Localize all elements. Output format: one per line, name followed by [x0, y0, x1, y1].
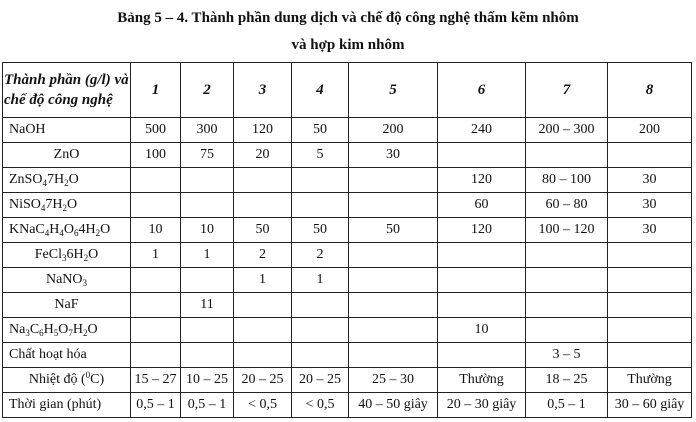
formula-part: 4H — [78, 222, 96, 237]
formula-part: 6H — [66, 247, 84, 262]
row-label: ZnO — [3, 143, 131, 168]
table-row — [3, 268, 692, 293]
formula-part: 7H — [46, 172, 65, 187]
subscript: 7 — [68, 328, 73, 338]
table-cell — [131, 168, 181, 193]
table-cell — [526, 318, 608, 343]
table-row — [3, 143, 692, 168]
table-cell: 50 — [349, 218, 438, 243]
table-cell: 2 — [292, 243, 349, 268]
subscript: 5 — [53, 328, 59, 338]
table-cell — [438, 268, 526, 293]
table-cell — [438, 293, 526, 318]
table-cell: 10 — [438, 318, 526, 343]
formula-part: KNaC — [9, 222, 45, 237]
table-cell: 25 – 30 — [349, 368, 438, 393]
table-cell — [349, 293, 438, 318]
table-cell: 1 — [292, 268, 349, 293]
table-cell: 5 — [292, 143, 349, 168]
row-label: NaOH — [3, 118, 131, 143]
table-cell: 200 – 300 — [526, 118, 608, 143]
table-cell — [608, 293, 692, 318]
table-cell: 500 — [131, 118, 181, 143]
formula-part: H — [43, 322, 54, 337]
table-cell — [438, 143, 526, 168]
column-header: 3 — [234, 63, 292, 118]
subscript: 2 — [64, 178, 69, 188]
column-header: 4 — [292, 63, 349, 118]
superscript: 0 — [85, 370, 91, 380]
table-cell: 120 — [438, 168, 526, 193]
table-cell: 30 — [608, 193, 692, 218]
column-header: 6 — [438, 63, 526, 118]
table-cell: 60 — [438, 193, 526, 218]
subscript: 3 — [82, 278, 88, 288]
table-cell: 30 – 60 giây — [608, 393, 692, 418]
composition-table — [2, 62, 692, 418]
table-cell: 10 — [181, 218, 234, 243]
table-row — [3, 293, 692, 318]
column-header: 8 — [608, 63, 692, 118]
table-cell — [292, 193, 349, 218]
subscript: 2 — [62, 203, 68, 213]
table-cell — [292, 293, 349, 318]
table-cell — [181, 193, 234, 218]
row-label — [3, 168, 131, 193]
formula-part: O — [67, 197, 78, 212]
table-cell — [131, 293, 181, 318]
table-caption: Bảng 5 – 4. Thành phần dung dịch và chế độ công nghệ thấm kẽm nhôm — [117, 10, 579, 26]
table-cell — [131, 318, 181, 343]
subscript: 3 — [61, 253, 67, 263]
table-cell: 20 – 25 — [234, 368, 292, 393]
table-cell — [131, 343, 181, 368]
table-cell — [131, 193, 181, 218]
table-cell: 200 — [608, 118, 692, 143]
table-cell: 30 — [349, 143, 438, 168]
table-cell: 30 — [608, 168, 692, 193]
table-cell: Thường — [438, 368, 526, 393]
formula-part: 7H — [45, 197, 63, 212]
table-cell — [181, 343, 234, 368]
table-cell: 50 — [292, 118, 349, 143]
table-cell: < 0,5 — [292, 393, 349, 418]
table-cell: 30 — [608, 218, 692, 243]
table-cell — [292, 168, 349, 193]
table-cell — [349, 343, 438, 368]
table-row — [3, 168, 692, 193]
table-cell — [234, 168, 292, 193]
table-cell — [292, 318, 349, 343]
formula-part: O — [100, 222, 111, 237]
table-cell — [234, 193, 292, 218]
subscript: 4 — [40, 203, 46, 213]
table-cell: 60 – 80 — [526, 193, 608, 218]
table-cell: 1 — [234, 268, 292, 293]
subscript: 4 — [42, 178, 47, 188]
table-cell — [608, 268, 692, 293]
table-cell: 120 — [438, 218, 526, 243]
formula-part: C — [29, 322, 40, 337]
table-cell — [526, 143, 608, 168]
row-label — [3, 318, 131, 343]
table-cell: 0,5 – 1 — [181, 393, 234, 418]
subscript: 6 — [39, 328, 44, 338]
formula-part: ZnSO — [9, 172, 43, 187]
table-cell — [292, 343, 349, 368]
row-label — [3, 368, 131, 393]
row-label — [3, 193, 131, 218]
table-caption-continued: và hợp kim nhôm — [291, 37, 405, 53]
table-cell: 2 — [234, 243, 292, 268]
header-label-line2: chế độ công nghệ — [4, 92, 113, 108]
table-row — [3, 218, 692, 243]
table-cell — [438, 343, 526, 368]
table-cell: 100 – 120 — [526, 218, 608, 243]
header-label-line1: Thành phần (g/l) và — [4, 72, 129, 88]
table-cell: 20 — [234, 143, 292, 168]
formula-part: NiSO — [9, 197, 41, 212]
formula-part: O — [88, 247, 99, 262]
table-row — [3, 393, 692, 418]
header-label-cell — [3, 63, 131, 118]
subscript: 6 — [74, 228, 79, 238]
table-cell — [526, 243, 608, 268]
subscript: 2 — [83, 253, 89, 263]
formula-part: Nhiệt độ ( — [28, 372, 86, 387]
table-cell: 50 — [234, 218, 292, 243]
table-cell: Thường — [608, 368, 692, 393]
table-cell: 0,5 – 1 — [131, 393, 181, 418]
table-cell: 100 — [131, 143, 181, 168]
table-cell: 1 — [131, 243, 181, 268]
table-row — [3, 118, 692, 143]
table-cell — [526, 293, 608, 318]
table-cell: 120 — [234, 118, 292, 143]
subscript: 2 — [83, 328, 88, 338]
row-label — [3, 268, 131, 293]
table-cell: 40 – 50 giây — [349, 393, 438, 418]
formula-part: FeCl — [34, 247, 62, 262]
table-row — [3, 193, 692, 218]
table-cell: 20 – 30 giây — [438, 393, 526, 418]
formula-part: H — [72, 322, 84, 337]
subscript: 4 — [59, 228, 64, 238]
table-cell: 3 – 5 — [526, 343, 608, 368]
row-label: Chất hoạt hóa — [3, 343, 131, 368]
formula-part: C) — [90, 372, 105, 387]
table-cell: 75 — [181, 143, 234, 168]
column-header: 2 — [181, 63, 234, 118]
table-cell — [234, 343, 292, 368]
column-header: 1 — [131, 63, 181, 118]
table-header-row — [3, 63, 692, 118]
table-cell: 11 — [181, 293, 234, 318]
column-header: 7 — [526, 63, 608, 118]
table-row — [3, 318, 692, 343]
table-cell — [526, 268, 608, 293]
table-cell — [234, 293, 292, 318]
table-cell: 300 — [181, 118, 234, 143]
formula-part: O — [63, 222, 75, 237]
formula-part: O — [68, 172, 79, 187]
row-label — [3, 218, 131, 243]
table-cell — [181, 268, 234, 293]
table-cell — [131, 268, 181, 293]
row-label — [3, 243, 131, 268]
table-cell — [349, 168, 438, 193]
table-cell: 50 — [292, 218, 349, 243]
table-cell — [349, 318, 438, 343]
formula-part: Na — [9, 322, 26, 337]
table-row — [3, 243, 692, 268]
table-cell: 18 – 25 — [526, 368, 608, 393]
row-label: NaF — [3, 293, 131, 318]
table-cell: 80 – 100 — [526, 168, 608, 193]
row-label: Thời gian (phút) — [3, 393, 131, 418]
table-row — [3, 343, 692, 368]
table-cell: 0,5 – 1 — [526, 393, 608, 418]
table-cell: 20 – 25 — [292, 368, 349, 393]
column-header: 5 — [349, 63, 438, 118]
formula-part: O — [87, 322, 98, 337]
table-cell: 240 — [438, 118, 526, 143]
formula-part: O — [58, 322, 69, 337]
table-cell — [608, 318, 692, 343]
formula-part: NaNO — [45, 272, 83, 287]
table-cell: 1 — [181, 243, 234, 268]
table-cell — [349, 268, 438, 293]
table-cell — [608, 243, 692, 268]
formula-part: H — [49, 222, 60, 237]
subscript: 4 — [44, 228, 50, 238]
table-cell — [181, 168, 234, 193]
table-cell — [608, 143, 692, 168]
table-cell — [438, 243, 526, 268]
table-cell — [349, 193, 438, 218]
table-cell — [234, 318, 292, 343]
table-cell: 10 — [131, 218, 181, 243]
table-cell — [608, 343, 692, 368]
subscript: 2 — [95, 228, 101, 238]
table-cell: < 0,5 — [234, 393, 292, 418]
subscript: 3 — [25, 328, 30, 338]
table-cell: 15 – 27 — [131, 368, 181, 393]
table-cell: 10 – 25 — [181, 368, 234, 393]
table-cell — [349, 243, 438, 268]
table-row — [3, 368, 692, 393]
table-cell: 200 — [349, 118, 438, 143]
table-cell — [181, 318, 234, 343]
